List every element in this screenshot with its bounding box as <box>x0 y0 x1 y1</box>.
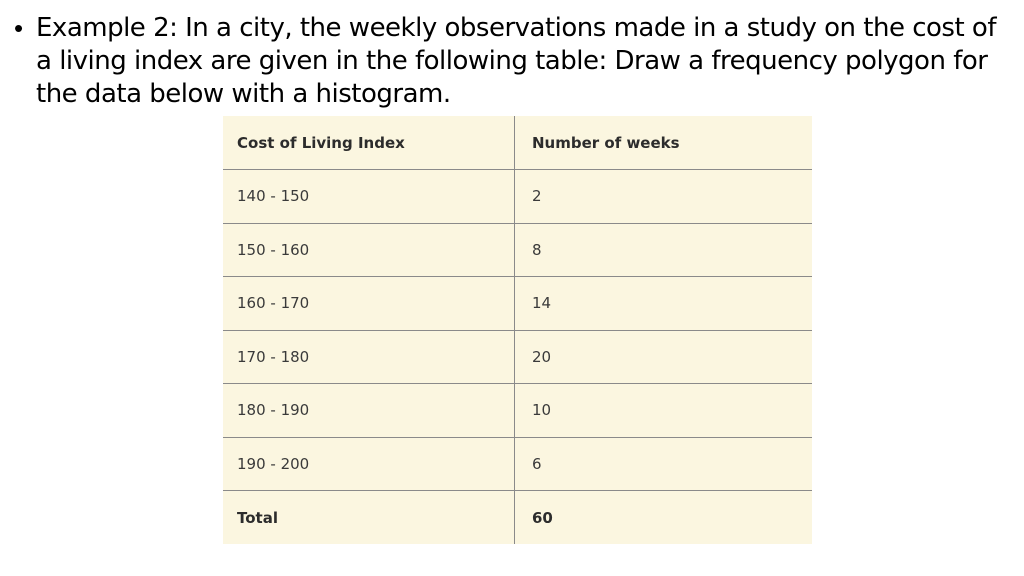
cell-weeks: 6 <box>515 437 813 491</box>
cell-weeks: 8 <box>515 223 813 277</box>
table-row <box>223 330 812 384</box>
cell-index: 180 - 190 <box>223 384 515 438</box>
table-row <box>223 277 812 331</box>
total-label: Total <box>223 491 515 545</box>
cell-weeks: 10 <box>515 384 813 438</box>
cell-index: 170 - 180 <box>223 330 515 384</box>
cell-index: 140 - 150 <box>223 170 515 224</box>
table-row <box>223 223 812 277</box>
total-value: 60 <box>532 508 553 527</box>
cost-of-living-table <box>223 116 781 544</box>
table-row <box>223 170 812 224</box>
cell-weeks: 20 <box>515 330 813 384</box>
cell-index: 190 - 200 <box>223 437 515 491</box>
example-paragraph <box>14 12 1004 111</box>
bullet-icon: • <box>14 13 24 43</box>
cell-index: 150 - 160 <box>223 223 515 277</box>
cell-index: 160 - 170 <box>223 277 515 331</box>
table-row <box>223 437 812 491</box>
header-number-of-weeks: Number of weeks <box>515 116 813 170</box>
table-total-row <box>223 491 812 545</box>
table-row <box>223 384 812 438</box>
example-text: Example 2: In a city, the weekly observations made in a study on the cost of a living index are given in the following table: Draw a frequency polygon for the data below with a histogram. <box>36 13 996 109</box>
frequency-table <box>223 116 812 544</box>
table-header-row <box>223 116 812 170</box>
cell-weeks: 14 <box>515 277 813 331</box>
header-cost-of-living-index: Cost of Living Index <box>223 116 515 170</box>
cell-weeks: 2 <box>515 170 813 224</box>
